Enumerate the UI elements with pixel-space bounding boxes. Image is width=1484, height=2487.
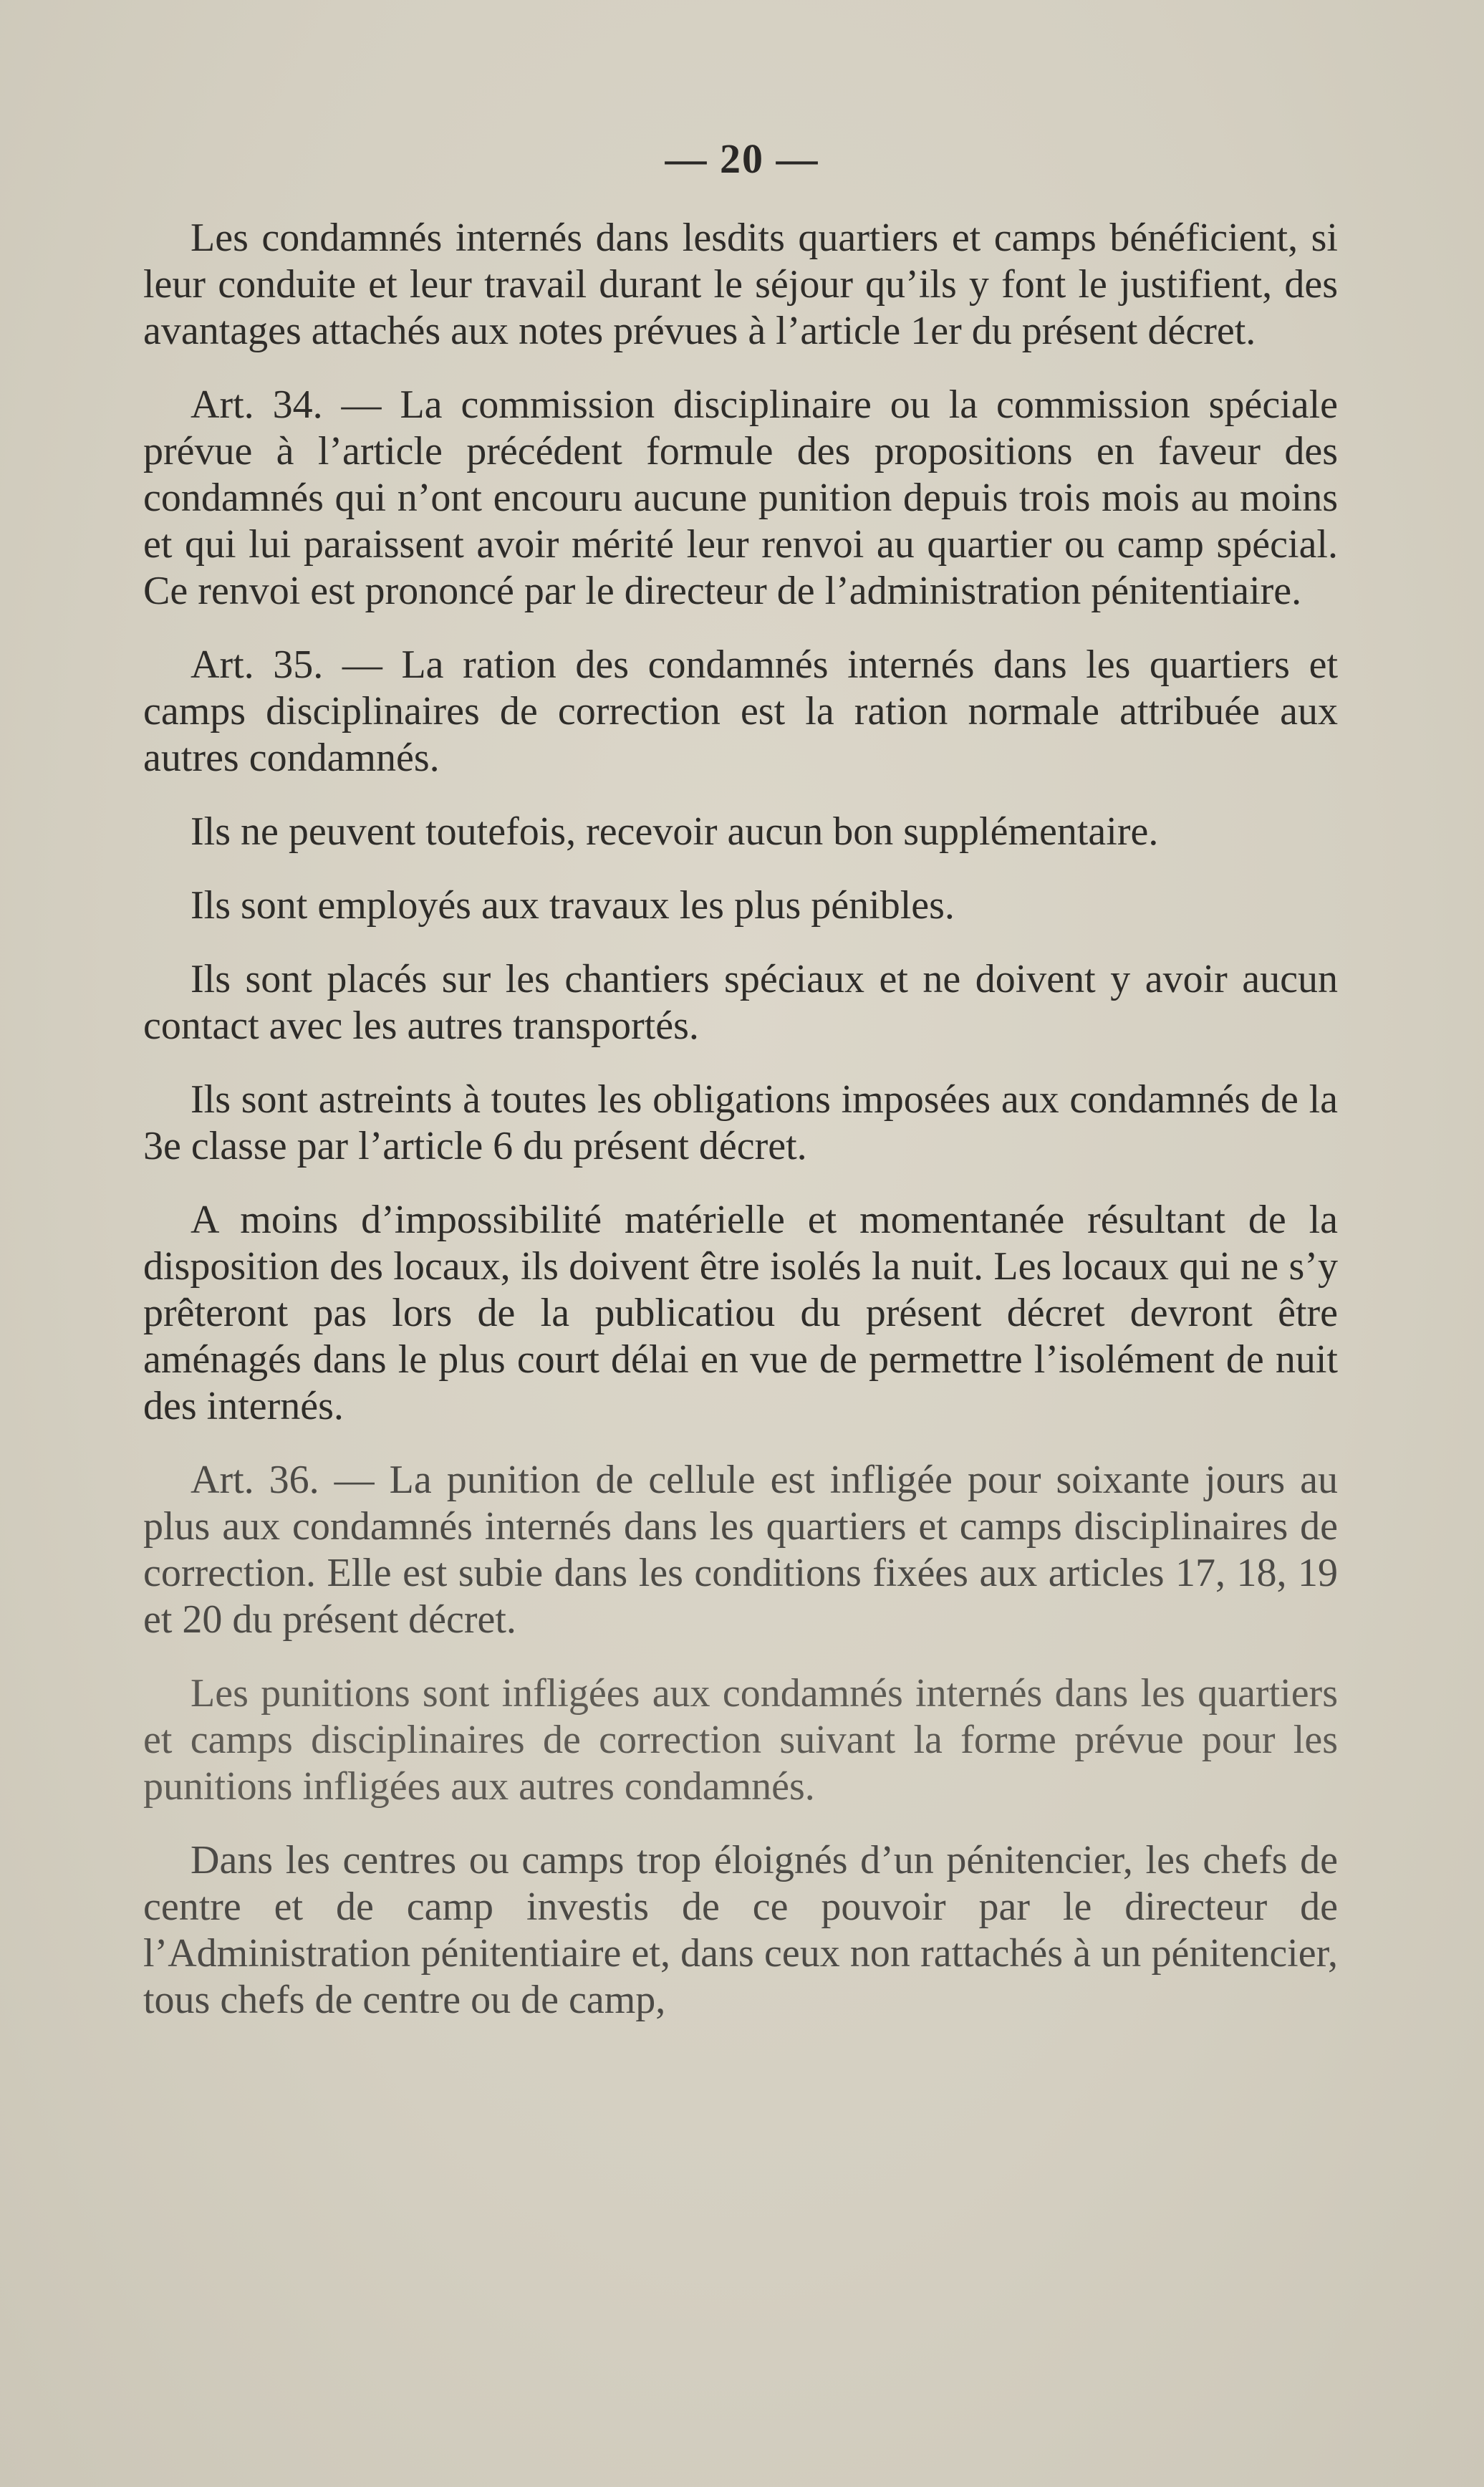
paragraph-travaux-penibles: Ils sont employés aux travaux les plus pénibles. (191, 883, 955, 928)
paragraph-art-34: Art. 34. — La commission disciplinaire ou la commission spéciale prévue à l’article précédent formule des propositions en faveur des condamnés qui n’ont encouru aucune punition depuis trois mois au moins et qui lui paraissent avoir mérité leur renvoi au quartier ou camp spécial. Ce renvoi est prononcé par le directeur de l’administration pénitentiaire. (143, 383, 1338, 613)
page-number: — 20 — (665, 135, 819, 182)
body-text (143, 215, 1338, 2051)
paragraph-chantiers-speciaux: Ils sont placés sur les chantiers spéciaux et ne doivent y avoir aucun contact avec les autres transportés. (143, 957, 1338, 1048)
paragraph-centres-camps: Dans les centres ou camps trop éloignés d’un pénitencier, les chefs de centre et de camp investis de ce pouvoir par le directeur de l’Administration pénitentiaire et, dans ceux non rattachés à un pénitencier, tous chefs de centre ou de camp, (143, 1838, 1338, 2022)
paragraph-obligations: Ils sont astreints à toutes les obligations imposées aux condamnés de la 3e classe par l’article 6 du présent décret. (143, 1077, 1338, 1168)
paragraph-art-35: Art. 35. — La ration des condamnés internés dans les quartiers et camps disciplinaires de correction est la ration normale attribuée aux autres condamnés. (143, 643, 1338, 780)
paragraph-art-36: Art. 36. — La punition de cellule est infligée pour soixante jours au plus aux condamnés internés dans les quartiers et camps disciplinaires de correction. Elle est subie dans les conditions fixées aux articles 17, 18, 19 et 20 du présent décret. (143, 1458, 1338, 1642)
paragraph-punitions: Les punitions sont infligées aux condamnés internés dans les quartiers et camps disciplinaires de correction suivant la forme prévue pour les punitions infligées aux autres condamnés. (143, 1671, 1338, 1809)
paragraph-isolement-nuit: A moins d’impossibilité matérielle et momentanée résultant de la disposition des locaux, ils doivent être isolés la nuit. Les locaux qui ne s’y prêteront pas lors de la publicatiou du présent décret devront être aménagés dans le plus court délai en vue de permettre l’isolément de nuit des internés. (143, 1198, 1338, 1428)
paragraph-quartiers-avantages: Les condamnés internés dans lesdits quartiers et camps bénéficient, si leur conduite et leur travail durant le séjour qu’ils y font le justifient, des avantages attachés aux notes prévues à l’article 1er du présent décret. (143, 216, 1338, 353)
paragraph-bon-supplementaire: Ils ne peuvent toutefois, recevoir aucun bon supplémentaire. (191, 809, 1159, 854)
